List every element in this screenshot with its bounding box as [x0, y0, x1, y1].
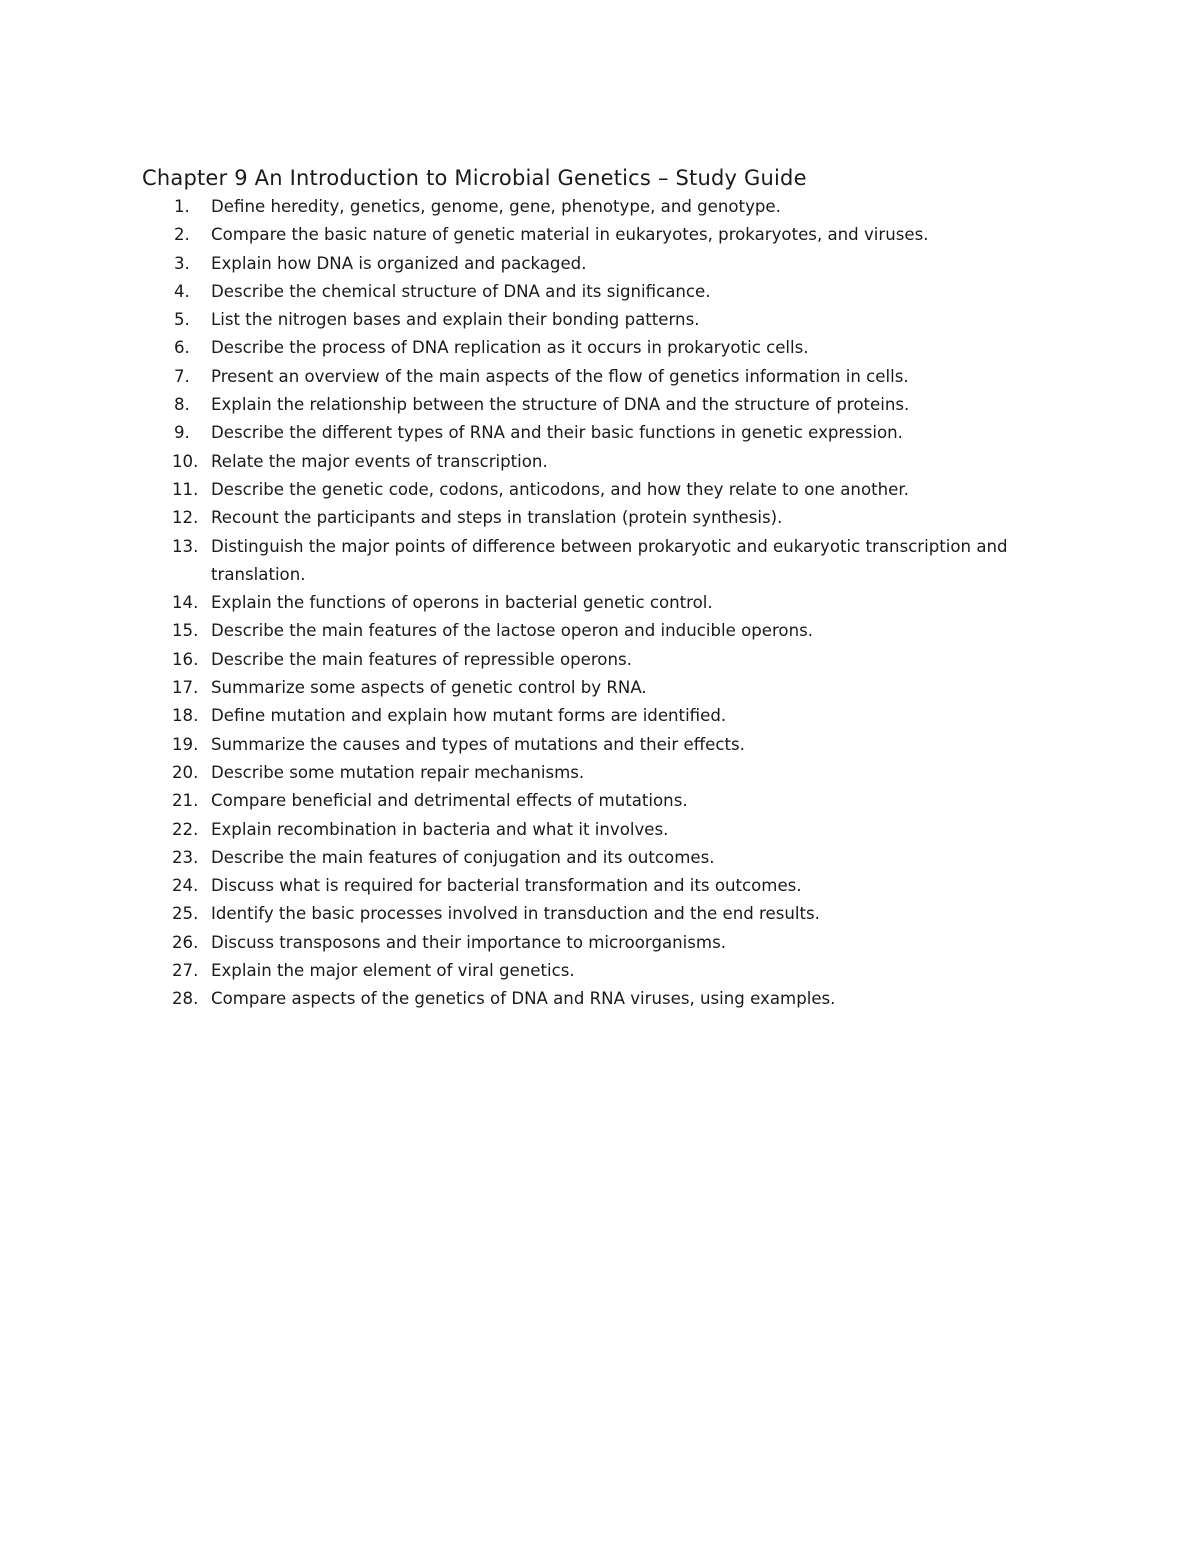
- item-number: 3.: [174, 253, 190, 273]
- item-text: Compare aspects of the genetics of DNA and RNA viruses, using examples.: [211, 989, 836, 1009]
- list-item: [0, 985, 1061, 1013]
- list-item: [0, 363, 1061, 391]
- item-text: List the nitrogen bases and explain their bonding patterns.: [211, 310, 700, 330]
- item-number: 25.: [172, 904, 199, 924]
- item-number: 28.: [172, 989, 199, 1009]
- list-item: [0, 787, 1061, 815]
- item-number: 13.: [172, 536, 199, 556]
- item-text: Summarize the causes and types of mutations and their effects.: [211, 734, 745, 754]
- list-item: [0, 674, 1061, 702]
- item-text: Summarize some aspects of genetic control by RNA.: [211, 678, 647, 698]
- item-text: Define mutation and explain how mutant forms are identified.: [211, 706, 727, 726]
- item-number: 19.: [172, 734, 199, 754]
- item-number: 17.: [172, 678, 199, 698]
- item-number: 2.: [174, 225, 190, 245]
- list-item: [0, 504, 1061, 532]
- item-number: 23.: [172, 847, 199, 867]
- item-text: Discuss what is required for bacterial transformation and its outcomes.: [211, 876, 802, 896]
- item-number: 18.: [172, 706, 199, 726]
- list-item: [0, 250, 1061, 278]
- item-text: Describe some mutation repair mechanisms.: [211, 762, 585, 782]
- item-text: Describe the different types of RNA and their basic functions in genetic expression.: [211, 423, 903, 443]
- item-text: Explain the functions of operons in bacterial genetic control.: [211, 593, 713, 613]
- item-number: 8.: [174, 395, 190, 415]
- item-number: 11.: [172, 479, 199, 499]
- item-number: 27.: [172, 961, 199, 981]
- item-text: Relate the major events of transcription.: [211, 451, 548, 471]
- list-item: [0, 900, 1061, 928]
- list-item: [0, 533, 1061, 590]
- list-item: [0, 929, 1061, 957]
- item-number: 16.: [172, 649, 199, 669]
- list-item: [0, 844, 1061, 872]
- list-item: [0, 193, 1061, 221]
- item-number: 12.: [172, 508, 199, 528]
- item-text: Describe the genetic code, codons, anticodons, and how they relate to one another.: [211, 479, 909, 499]
- item-number: 5.: [174, 310, 190, 330]
- item-text: Describe the chemical structure of DNA and its significance.: [211, 281, 711, 301]
- item-number: 4.: [174, 281, 190, 301]
- item-text: Describe the main features of repressible operons.: [211, 649, 632, 669]
- list-item: [0, 306, 1061, 334]
- item-number: 14.: [172, 593, 199, 613]
- list-item: [0, 957, 1061, 985]
- item-text: Discuss transposons and their importance to microorganisms.: [211, 932, 727, 952]
- item-number: 22.: [172, 819, 199, 839]
- item-number: 20.: [172, 762, 199, 782]
- list-item: [0, 816, 1061, 844]
- item-text: Explain the relationship between the structure of DNA and the structure of proteins.: [211, 395, 910, 415]
- item-text: Define heredity, genetics, genome, gene, phenotype, and genotype.: [211, 197, 781, 216]
- item-text: Compare the basic nature of genetic material in eukaryotes, prokaryotes, and viruses.: [211, 225, 929, 245]
- item-number: 26.: [172, 932, 199, 952]
- item-number: 24.: [172, 876, 199, 896]
- list-item: [0, 872, 1061, 900]
- item-number: 6.: [174, 338, 190, 358]
- item-number: 7.: [174, 366, 190, 386]
- item-text: Describe the main features of conjugation and its outcomes.: [211, 847, 715, 867]
- item-text: Recount the participants and steps in translation (protein synthesis).: [211, 508, 783, 528]
- list-item: [0, 589, 1061, 617]
- item-number: 15.: [172, 621, 199, 641]
- item-text: Describe the process of DNA replication as it occurs in prokaryotic cells.: [211, 338, 809, 358]
- list-item: [0, 391, 1061, 419]
- list-item: [0, 221, 1061, 249]
- list-item: [0, 617, 1061, 645]
- item-text: Compare beneficial and detrimental effects of mutations.: [211, 791, 688, 811]
- item-number: 1.: [174, 197, 190, 216]
- list-item: [0, 702, 1061, 730]
- list-item: [0, 646, 1061, 674]
- item-number: 10.: [172, 451, 199, 471]
- item-number: 9.: [174, 423, 190, 443]
- item-text: Explain how DNA is organized and packaged.: [211, 253, 587, 273]
- item-text: Explain recombination in bacteria and what it involves.: [211, 819, 669, 839]
- item-text: Present an overview of the main aspects of the flow of genetics information in cells.: [211, 366, 909, 386]
- list-item: [0, 278, 1061, 306]
- item-number: 21.: [172, 791, 199, 811]
- document-title: Chapter 9 An Introduction to Microbial Genetics – Study Guide: [142, 166, 807, 190]
- list-item: [0, 731, 1061, 759]
- list-item: [0, 476, 1061, 504]
- item-text: Distinguish the major points of difference between prokaryotic and eukaryotic transcription and translation.: [211, 536, 1008, 584]
- list-item: [0, 419, 1061, 447]
- study-guide-list: [0, 193, 1200, 1014]
- list-item: [0, 448, 1061, 476]
- list-item: [0, 759, 1061, 787]
- list-item: [0, 334, 1061, 362]
- item-text: Identify the basic processes involved in transduction and the end results.: [211, 904, 820, 924]
- item-text: Describe the main features of the lactose operon and inducible operons.: [211, 621, 814, 641]
- item-text: Explain the major element of viral genetics.: [211, 961, 575, 981]
